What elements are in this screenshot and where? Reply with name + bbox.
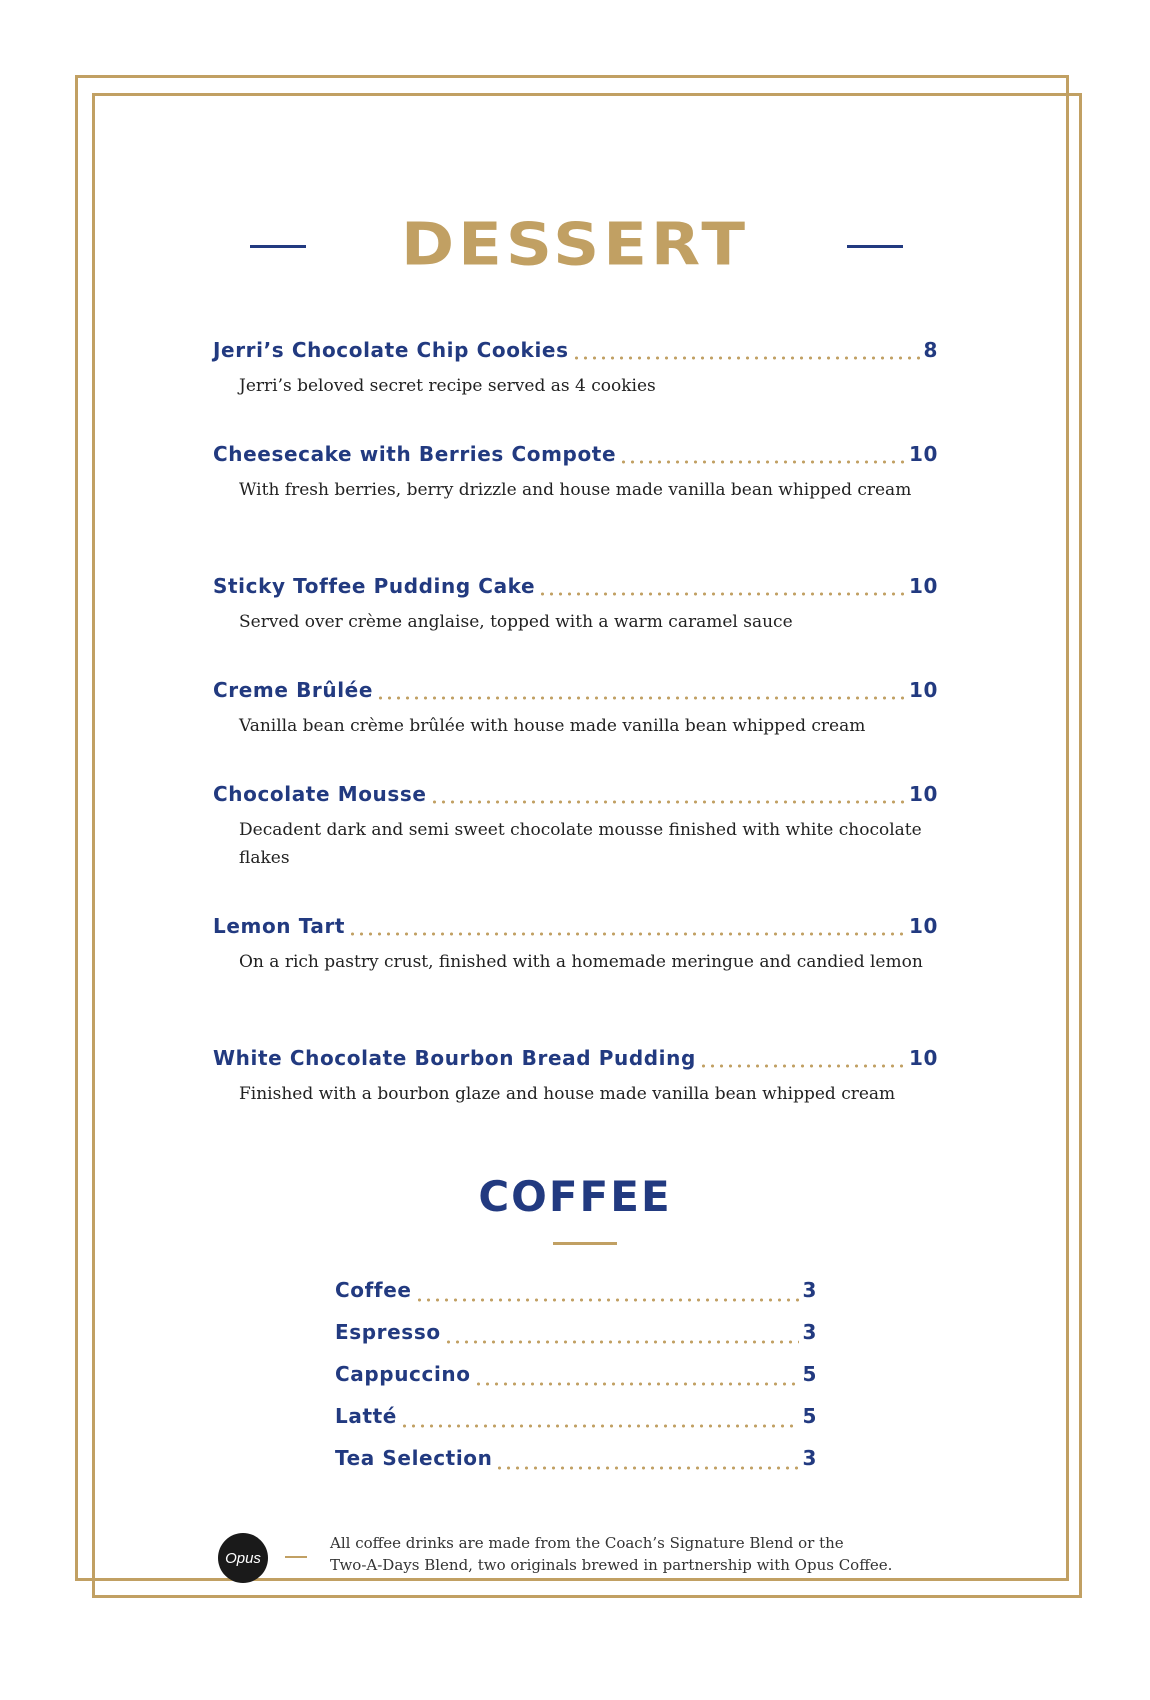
coffee-item-name: Espresso <box>335 1320 441 1344</box>
coffee-item-name: Latté <box>335 1404 397 1428</box>
dot-leader <box>572 356 921 360</box>
coffee-item <box>335 1446 817 1476</box>
dessert-item <box>213 914 938 976</box>
dessert-item-name: Creme Brûlée <box>213 678 374 702</box>
coffee-title: COFFEE <box>478 1172 672 1221</box>
heading-dash-right <box>847 245 903 248</box>
dot-leader <box>444 1340 800 1344</box>
coffee-item-price: 3 <box>802 1278 817 1302</box>
dessert-item <box>213 338 938 400</box>
coffee-item-name: Coffee <box>335 1278 412 1302</box>
coffee-item-price: 3 <box>802 1446 817 1470</box>
dessert-item <box>213 782 938 872</box>
footnote-line: Two-A-Days Blend, two originals brewed in partnership with Opus Coffee. <box>330 1556 893 1574</box>
dot-leader <box>430 800 906 804</box>
coffee-item <box>335 1320 817 1350</box>
dessert-item-price: 10 <box>908 914 938 938</box>
dessert-item-price: 10 <box>908 574 938 598</box>
coffee-underline <box>553 1242 617 1245</box>
dessert-item-description: With fresh berries, berry drizzle and house made vanilla bean whipped cream <box>239 480 912 500</box>
dessert-item-price: 10 <box>908 782 938 806</box>
dot-leader <box>495 1466 799 1470</box>
coffee-item-name: Cappuccino <box>335 1362 471 1386</box>
dot-leader <box>474 1382 800 1386</box>
dessert-item-name: Cheesecake with Berries Compote <box>213 442 617 466</box>
coffee-item-name: Tea Selection <box>335 1446 493 1470</box>
dessert-item-price: 10 <box>908 442 938 466</box>
dessert-title: DESSERT <box>401 210 749 280</box>
dessert-item-description: Jerri’s beloved secret recipe served as 4 cookies <box>239 376 656 396</box>
footnote-dash <box>285 1556 307 1558</box>
dessert-item-name: Sticky Toffee Pudding Cake <box>213 574 536 598</box>
coffee-item-price: 3 <box>802 1320 817 1344</box>
dessert-item <box>213 678 938 740</box>
coffee-item <box>335 1362 817 1392</box>
dessert-item <box>213 1046 938 1108</box>
dessert-item <box>213 442 938 504</box>
footnote-line: All coffee drinks are made from the Coach’s Signature Blend or the <box>330 1534 844 1552</box>
dessert-item-description: Vanilla bean crème brûlée with house made vanilla bean whipped cream <box>239 716 866 736</box>
dessert-item-description: Served over crème anglaise, topped with a warm caramel sauce <box>239 612 793 632</box>
dot-leader <box>415 1298 800 1302</box>
dot-leader <box>538 592 906 596</box>
dot-leader <box>348 932 906 936</box>
coffee-item <box>335 1278 817 1308</box>
dessert-item <box>213 574 938 636</box>
dot-leader <box>699 1064 906 1068</box>
dessert-item-description: Decadent dark and semi sweet chocolate mousse finished with white chocolate flakes <box>239 820 922 868</box>
dessert-item-description: Finished with a bourbon glaze and house made vanilla bean whipped cream <box>239 1084 896 1104</box>
dessert-item-name: White Chocolate Bourbon Bread Pudding <box>213 1046 696 1070</box>
coffee-item-price: 5 <box>802 1404 817 1428</box>
dot-leader <box>376 696 906 700</box>
coffee-footnote <box>330 1532 930 1576</box>
dessert-heading <box>0 205 1150 285</box>
dessert-item-name: Jerri’s Chocolate Chip Cookies <box>213 338 569 362</box>
dessert-item-price: 8 <box>923 338 938 362</box>
dessert-item-price: 10 <box>908 678 938 702</box>
coffee-item <box>335 1404 817 1434</box>
dessert-item-name: Lemon Tart <box>213 914 346 938</box>
dot-leader <box>619 460 906 464</box>
dessert-item-price: 10 <box>908 1046 938 1070</box>
dessert-item-name: Chocolate Mousse <box>213 782 427 806</box>
opus-logo: Opus <box>218 1533 268 1583</box>
dot-leader <box>400 1424 800 1428</box>
coffee-item-price: 5 <box>802 1362 817 1386</box>
dessert-item-description: On a rich pastry crust, finished with a homemade meringue and candied lemon <box>239 952 923 972</box>
